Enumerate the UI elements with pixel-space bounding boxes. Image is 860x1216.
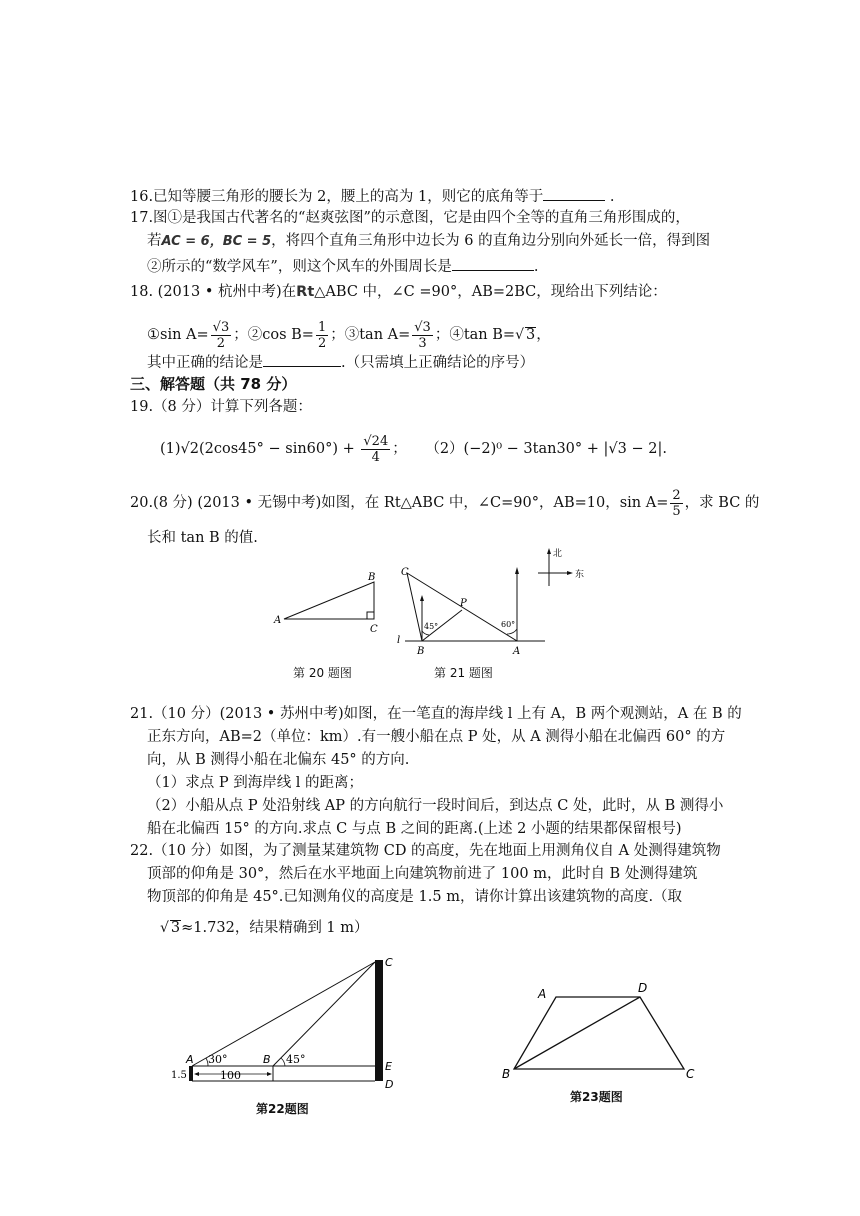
question-21-line-3: 向，从 B 测得小船在北偏东 45° 的方向. bbox=[147, 752, 410, 768]
question-21-sub-2b: 船在北偏西 15° 的方向.求点 C 与点 B 之间的距离.(上述 2 小题的结果都保留根号) bbox=[147, 821, 682, 837]
figure-20 bbox=[270, 565, 390, 645]
label-d: D bbox=[385, 1078, 394, 1090]
distance-arrow-left bbox=[194, 1072, 199, 1076]
label-e: E bbox=[385, 1060, 392, 1073]
label-c: C bbox=[370, 624, 378, 635]
question-21-line-1: 21.（10 分）(2013 • 苏州中考)如图，在一笔直的海岸线 l 上有 A，B 两个观测站，A 在 B 的 bbox=[130, 706, 742, 722]
question-21-line-2: 正东方向，AB=2（单位：km）.有一艘小船在点 P 处，从 A 测得小船在北偏西 60° 的方 bbox=[147, 729, 726, 745]
building-cd bbox=[375, 960, 383, 1081]
question-21-sub-2a: （2）小船从点 P 处沿射线 AP 的方向航行一段时间后，到达点 C 处，此时，从 B 测得小 bbox=[147, 798, 724, 814]
label-b: B bbox=[263, 1053, 271, 1066]
question-17-line-1: 17.图①是我国古代著名的“赵爽弦图”的示意图，它是由四个全等的直角三角形围成的， bbox=[130, 210, 690, 226]
angle-45-label: 45° bbox=[286, 1053, 306, 1066]
q17-if: 若 bbox=[147, 233, 162, 249]
q18-line3-end: .（只需填上正确结论的序号） bbox=[341, 355, 535, 371]
distance-100-label: 100 bbox=[220, 1069, 241, 1082]
question-22-line-4 bbox=[160, 918, 369, 938]
sqrt-radicand: 3 bbox=[170, 920, 181, 936]
question-18-line-3 bbox=[147, 352, 534, 373]
question-22-line-3: 物顶部的仰角是 45°.已知测角仪的高度是 1.5 m，请你计算出该建筑物的高度.（取 bbox=[147, 889, 683, 905]
option-3-num: √3 bbox=[414, 319, 431, 335]
answer-blank bbox=[452, 256, 534, 271]
label-p: P bbox=[460, 598, 467, 609]
option-2-den: 2 bbox=[317, 335, 327, 351]
question-16 bbox=[130, 186, 614, 207]
q16-end: . bbox=[609, 189, 615, 205]
q16-text: 16.已知等腰三角形的腰长为 2，腰上的高为 1，则它的底角等于 bbox=[130, 189, 544, 205]
q17-line3-text: ②所示的“数学风车”，则这个风车的外围周长是 bbox=[147, 259, 452, 275]
figure-23-caption: 第23题图 bbox=[570, 1090, 623, 1104]
option-4-radicand: 3 bbox=[525, 327, 536, 343]
option-3-label: ；③tan A= bbox=[330, 327, 411, 343]
option-3-fraction bbox=[412, 320, 433, 351]
question-22-line-1: 22.（10 分）如图，为了测量某建筑物 CD 的高度，先在地面上用测角仪自 A 处测得建筑物 bbox=[130, 843, 721, 859]
question-19-head: 19.（8 分）计算下列各题： bbox=[130, 399, 312, 415]
trapezoid-abcd bbox=[514, 997, 684, 1069]
label-north: 北 bbox=[553, 549, 563, 559]
figure-23 bbox=[500, 980, 700, 1080]
section-heading: 三、解答题（共 78 分） bbox=[130, 375, 297, 393]
angle-arc-45 bbox=[422, 631, 429, 635]
instrument-a bbox=[189, 1066, 193, 1081]
angle-30-label: 30° bbox=[208, 1053, 228, 1066]
q20-text-a: 20.(8 分) (2013 • 无锡中考)如图，在 Rt△ABC 中，∠C=90°，AB=10，sin A= bbox=[130, 495, 669, 511]
distance-arrow-right bbox=[267, 1072, 272, 1076]
option-1-fraction bbox=[211, 320, 232, 351]
label-l: l bbox=[397, 635, 401, 646]
right-angle-mark bbox=[367, 612, 374, 619]
option-3-den: 3 bbox=[418, 335, 427, 351]
q20-frac-num: 2 bbox=[672, 487, 681, 503]
sight-line-ac bbox=[192, 962, 375, 1066]
question-17-line-2 bbox=[147, 231, 710, 252]
q17-end: . bbox=[533, 259, 539, 275]
q20-frac-den: 5 bbox=[672, 503, 681, 519]
sight-line-bc bbox=[273, 962, 375, 1066]
q22-line4-text: ≈1.732，结果精确到 1 m） bbox=[181, 920, 369, 936]
answer-blank bbox=[263, 352, 341, 367]
angle-arc-60 bbox=[507, 629, 517, 634]
option-1-label: ①sin A= bbox=[147, 327, 209, 343]
option-4-end: ， bbox=[536, 327, 551, 343]
question-17-line-3 bbox=[147, 256, 538, 277]
q19-part1-end: ； bbox=[392, 441, 407, 457]
question-21-sub-1: （1）求点 P 到海岸线 l 的距离； bbox=[147, 775, 364, 791]
q17-condition: AC = 6，BC = 5 bbox=[161, 234, 272, 249]
label-c: C bbox=[401, 567, 409, 578]
angle-45-label: 45° bbox=[424, 622, 439, 631]
angle-arc-45 bbox=[281, 1058, 285, 1066]
label-b: B bbox=[368, 572, 376, 583]
question-19-formulas bbox=[160, 426, 667, 472]
figure-20-caption: 第 20 题图 bbox=[293, 666, 352, 680]
label-c: C bbox=[686, 1067, 695, 1080]
arrow-head-b bbox=[420, 595, 424, 601]
label-d: D bbox=[638, 981, 648, 995]
option-2-fraction bbox=[316, 320, 328, 351]
q19-frac-den: 4 bbox=[371, 449, 380, 465]
figure-21 bbox=[395, 543, 595, 658]
figure-22 bbox=[168, 950, 408, 1090]
option-4-label: ；④tan B= bbox=[434, 327, 516, 343]
question-18-options bbox=[147, 316, 551, 354]
label-b: B bbox=[417, 646, 425, 657]
option-1-num: √3 bbox=[212, 319, 230, 335]
label-a: A bbox=[274, 615, 282, 626]
q19-fraction bbox=[361, 434, 390, 465]
q20-text-b: ，求 BC 的 bbox=[684, 495, 760, 511]
label-a: A bbox=[186, 1053, 194, 1066]
label-a: A bbox=[538, 987, 547, 1001]
figure-21-caption: 第 21 题图 bbox=[434, 666, 493, 680]
label-c: C bbox=[385, 956, 393, 969]
label-b: B bbox=[502, 1067, 511, 1080]
label-a: A bbox=[513, 646, 521, 657]
option-2-label: ；②cos B= bbox=[233, 327, 314, 343]
question-20-line-1 bbox=[130, 487, 759, 519]
triangle-abc bbox=[284, 582, 374, 619]
angle-60-label: 60° bbox=[501, 620, 516, 629]
q18-rt: Rt bbox=[296, 284, 315, 300]
q17-line2-text: ，将四个直角三角形中边长为 6 的直角边分别向外延长一倍，得到图 bbox=[271, 233, 711, 249]
option-2-num: 1 bbox=[317, 319, 327, 335]
figure-22-caption: 第22题图 bbox=[256, 1102, 309, 1116]
sqrt-sign: √ bbox=[160, 920, 169, 936]
question-18-line-1 bbox=[130, 282, 667, 302]
arrow-head-a bbox=[515, 567, 519, 574]
question-22-line-2: 顶部的仰角是 30°，然后在水平地面上向建筑物前进了 100 m，此时自 B 处测得建筑 bbox=[147, 866, 698, 882]
q19-frac-num: √24 bbox=[363, 433, 389, 449]
height-label: 1.5 bbox=[171, 1070, 187, 1081]
option-1-den: 2 bbox=[216, 335, 226, 351]
question-20-line-2: 长和 tan B 的值. bbox=[147, 530, 258, 546]
compass-east-head bbox=[567, 571, 573, 575]
q20-fraction bbox=[670, 488, 682, 519]
diagonal-bd bbox=[514, 997, 640, 1069]
q19-part2: （2）(−2)⁰ − 3tan30° + |√3 − 2|. bbox=[425, 441, 667, 457]
label-east: 东 bbox=[575, 570, 585, 580]
q18-source: 18. (2013 • 杭州中考)在 bbox=[130, 284, 297, 300]
q18-line1-text: △ABC 中，∠C =90°，AB=2BC，现给出下列结论： bbox=[314, 284, 667, 300]
answer-blank bbox=[543, 186, 605, 201]
q19-part1: (1)√2(2cos45° − sin60°) + bbox=[160, 441, 360, 457]
compass-north-head bbox=[547, 548, 551, 554]
q18-line3-text: 其中正确的结论是 bbox=[147, 355, 263, 371]
sqrt-sign: √ bbox=[515, 327, 524, 343]
